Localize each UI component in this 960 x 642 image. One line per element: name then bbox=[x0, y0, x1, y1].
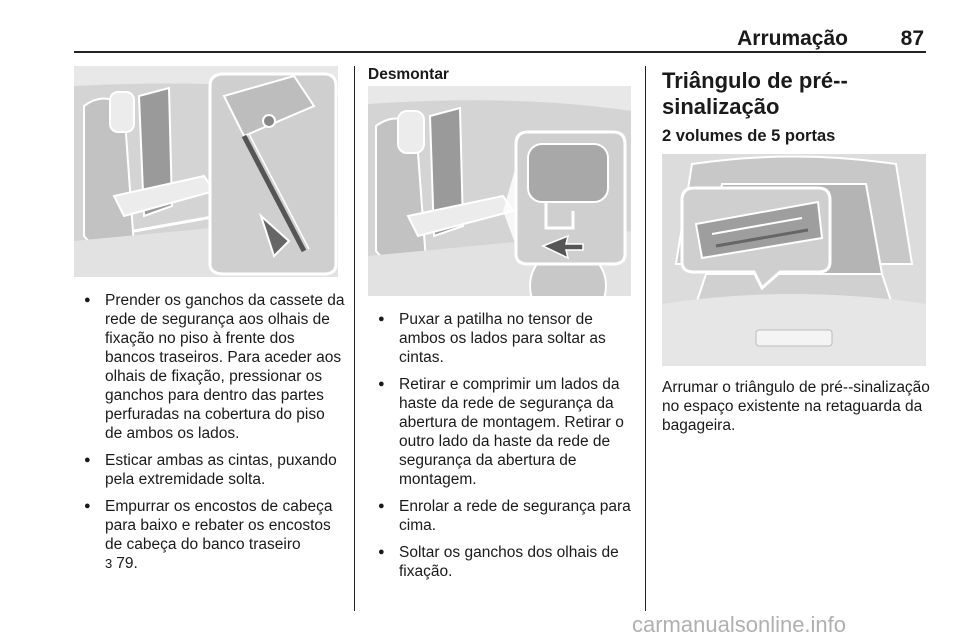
section-subheading: 2 volumes de 5 portas bbox=[662, 127, 836, 145]
page-reference-arrow-icon[interactable]: 3 bbox=[105, 556, 113, 571]
header-rule bbox=[74, 51, 926, 53]
list-item: ● Soltar os ganchos dos olhais de fixação. bbox=[378, 543, 636, 581]
figure-tensioner-release-drawing bbox=[368, 86, 631, 296]
list-item: ● Puxar a patilha no tensor de ambos os lados para soltar as cintas. bbox=[378, 310, 636, 367]
middle-bullet-list bbox=[378, 310, 636, 589]
figure-warning-triangle-storage-drawing bbox=[662, 154, 926, 366]
column-divider-1 bbox=[354, 66, 355, 611]
figure-warning-triangle-storage bbox=[662, 154, 926, 366]
list-item: ● Retirar e comprimir um lados da haste da rede de segurança da abertura de montagem. Retirar o outro lado da haste da rede de segurança da abertura de montagem. bbox=[378, 375, 636, 489]
figure-tensioner-release bbox=[368, 86, 631, 296]
figure-net-cassette bbox=[74, 66, 338, 277]
section-heading: Triângulo de pré--sinalização bbox=[662, 68, 848, 119]
column-divider-2 bbox=[645, 66, 646, 611]
list-item: ● Enrolar a rede de segurança para cima. bbox=[378, 497, 636, 535]
page-header-title: Arrumação bbox=[737, 27, 848, 50]
left-bullet-list bbox=[84, 291, 346, 581]
list-item-text: Empurrar os encostos de cabeça para baixo e rebater os encostos de cabeça do banco traseiro bbox=[105, 498, 333, 553]
page-number: 87 bbox=[900, 27, 924, 50]
middle-heading: Desmontar bbox=[368, 66, 449, 83]
section-paragraph: Arrumar o triângulo de pré--sinalização no espaço existente na retaguarda da bagageira. bbox=[662, 379, 930, 434]
list-item: ● Esticar ambas as cintas, puxando pela extremidade solta. bbox=[84, 451, 346, 489]
figure-net-cassette-drawing bbox=[74, 66, 338, 277]
watermark: carmanualsonline.info bbox=[632, 612, 847, 637]
list-item: ● Prender os ganchos da cassete da rede de segurança aos olhais de fixação no piso à frente dos bancos traseiros. Para aceder aos olhais de fixação, pressionar os ganchos para dentro das partes perfuradas na cobertura do piso de ambos os lados. bbox=[84, 291, 346, 443]
list-item bbox=[84, 497, 346, 573]
cross-reference-page[interactable]: 79. bbox=[116, 555, 138, 572]
